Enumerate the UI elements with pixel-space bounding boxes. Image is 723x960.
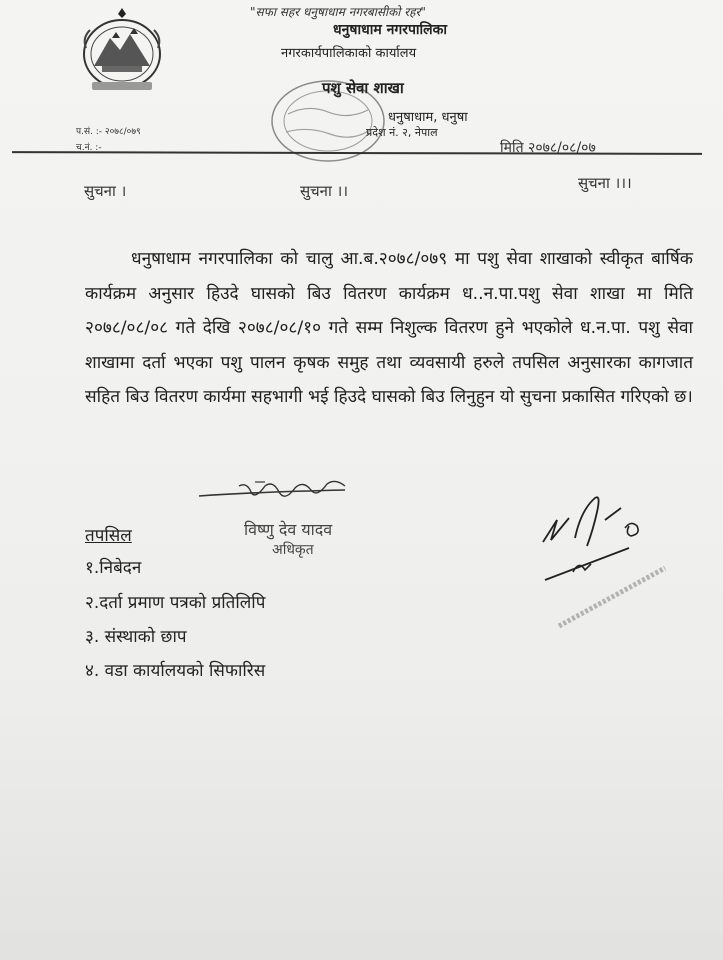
notice-body [85,242,693,415]
branch-name: पशु सेवा शाखा [322,79,404,97]
signatory-name: विष्णु देव यादव [244,520,333,539]
address-line-2: प्रदेश नं. २, नेपाल [366,126,438,139]
paper-shading [0,700,723,960]
municipality-name: धनुषाधाम नगरपालिका [333,22,448,38]
notice-heading-3: सुचना ।।। [578,174,632,192]
dispatch-number: च.नं. :- [76,143,102,153]
signatory-title: अधिकृत [272,542,314,558]
attachments-heading: तपसिल [85,526,132,546]
officer-signature [195,478,360,518]
attachment-item: २.दर्ता प्रमाण पत्रको प्रतिलिपि [85,593,266,613]
attachment-item: ४. वडा कार्यालयको सिफारिस [85,661,266,681]
office-name: नगरकार्यपालिकाको कार्यालय [281,46,417,61]
address-line-1: धनुषाधाम, धनुषा [388,110,468,125]
attachment-item: १.निबेदन [85,558,142,578]
municipality-emblem-logo [72,8,172,96]
notice-heading-2: सुचना ।। [300,182,349,200]
notice-paragraph: धनुषाधाम नगरपालिका को चालु आ.ब.२०७८/०७९ मा पशु सेवा शाखाको स्वीकृत बार्षिक कार्यक्रम अनुसार हिउदे घासको बिउ वितरण कार्यक्रम ध..न.पा.पशु सेवा शाखा मा मिति २०७८/०८/०८ गते देखि २०७८/०८/१० गते सम्म निशुल्क वितरण हुने भएकोले ध.न.पा. पशु सेवा शाखामा दर्ता भएका पशु पालन कृषक समुह तथा व्यवसायी हरुले तपसिल अनुसारका कागजात सहित बिउ वितरण कार्यमा सहभागी भई हिउदे घासको बिउ लिनुहुन यो सुचना प्रकासित गरिएको छ। [85,249,693,408]
letterhead-slogan: "सफा सहर धनुषाधाम नगरबासीको रहर" [250,5,426,19]
attachment-item: ३. संस्थाको छाप [85,627,187,647]
letter-date: मिति २०७८/०८/०७ [500,140,596,156]
reference-number: प.सं. :- २०७८/०७९ [76,127,141,137]
notice-heading-1: सुचना । [84,182,127,200]
approval-signature [535,490,685,630]
